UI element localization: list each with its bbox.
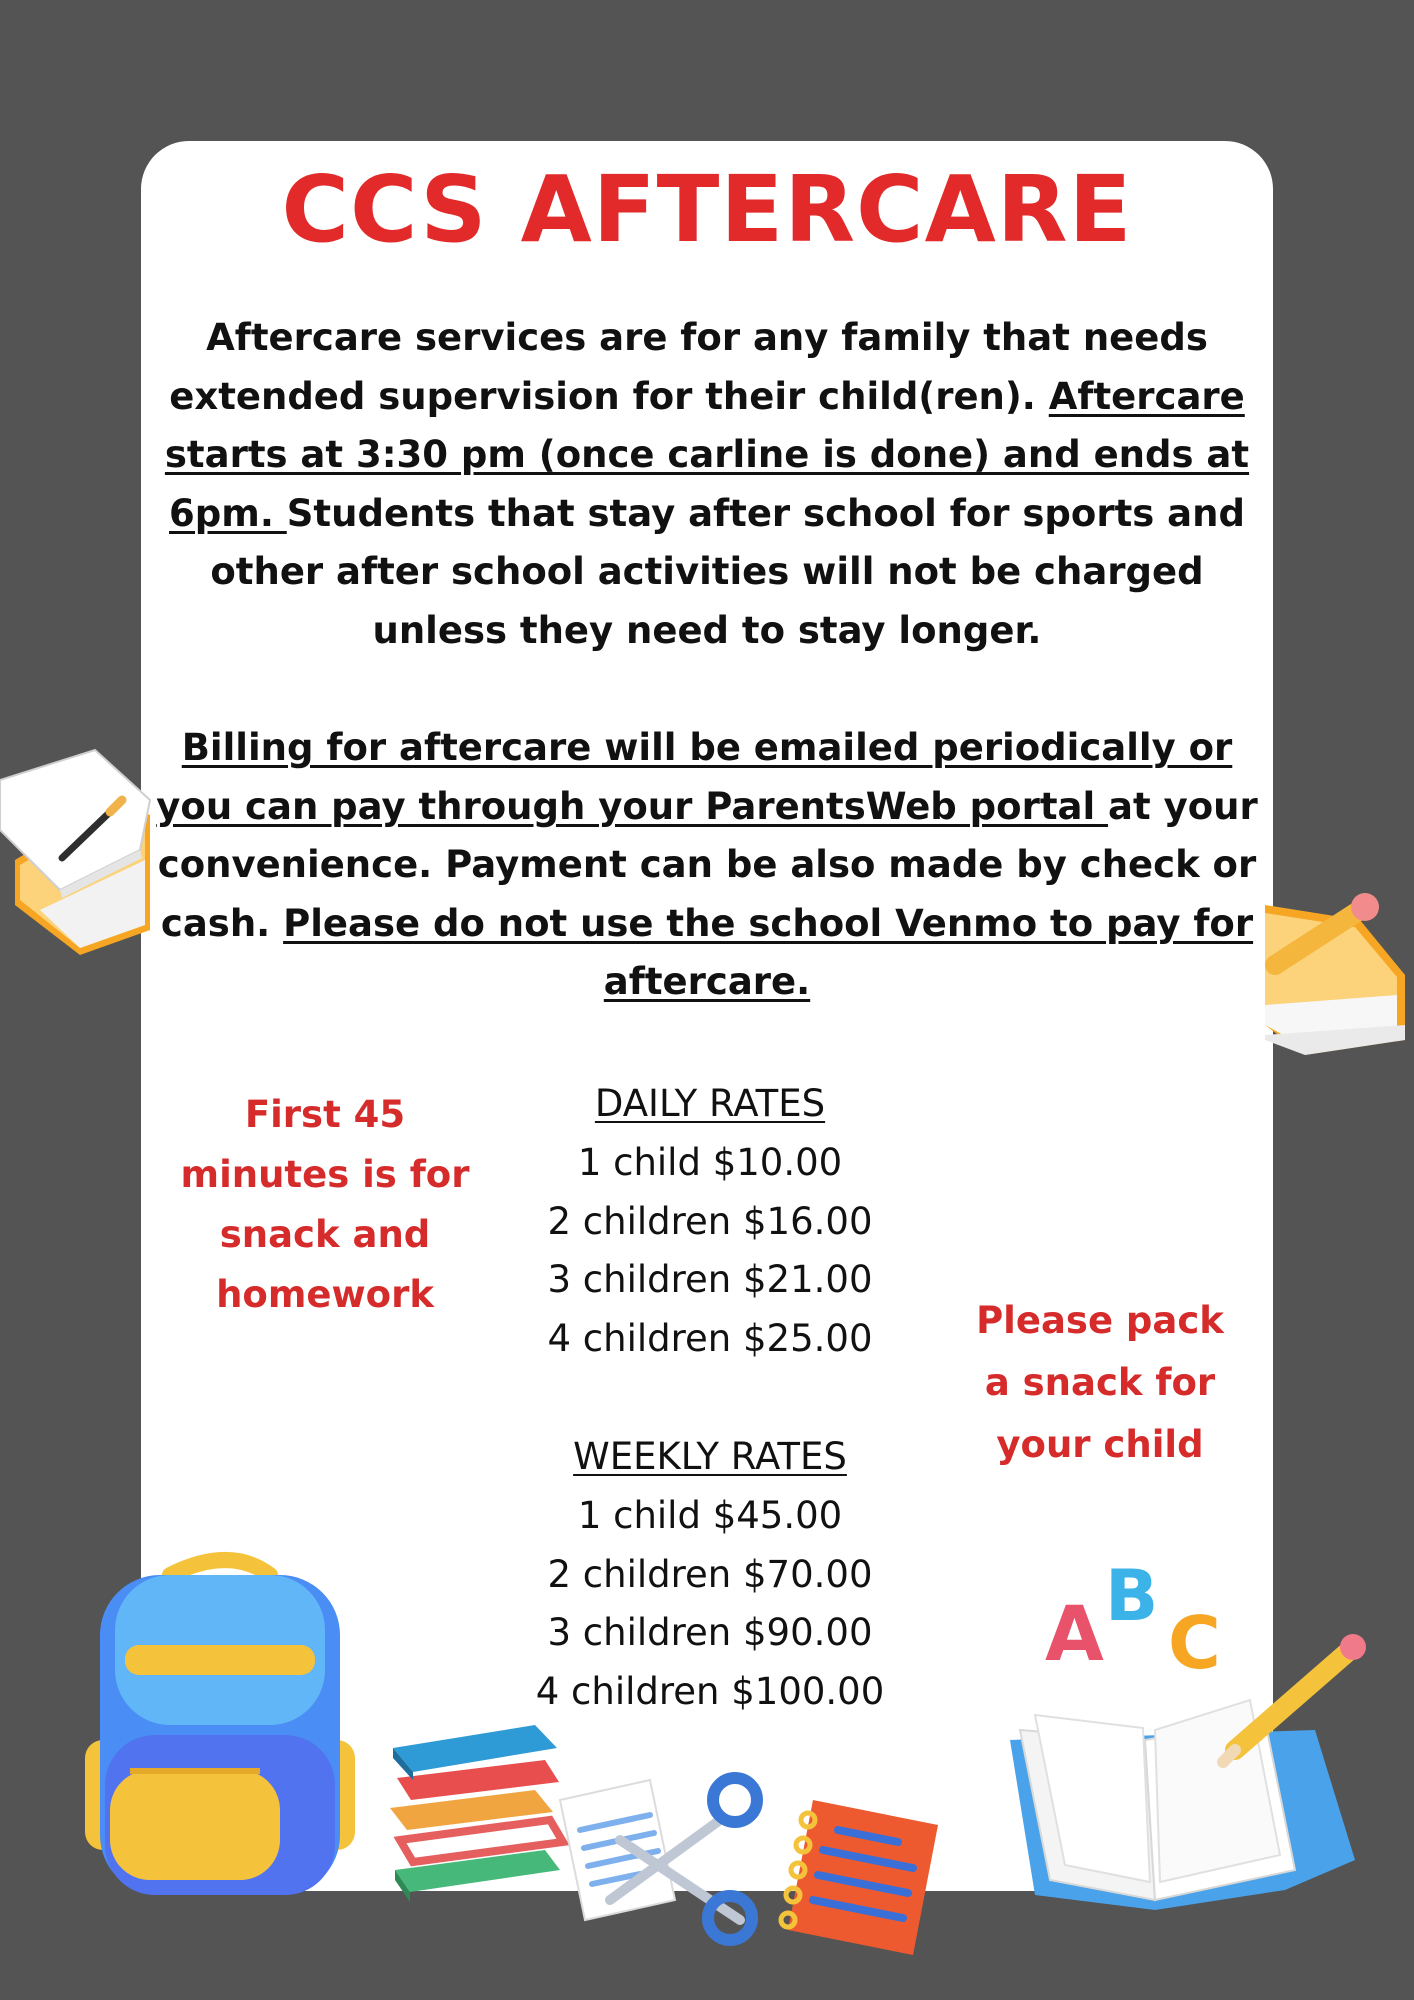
page-title: CCS AFTERCARE: [281, 156, 1133, 263]
rate-item: 2 children $16.00: [547, 1199, 873, 1243]
backpack-icon: [30, 1545, 390, 1905]
rate-item: 3 children $90.00: [547, 1611, 873, 1655]
letter-c: C: [1168, 1601, 1221, 1685]
venmo-warning: Please do not use the school Venmo to pay for aftercare.: [283, 901, 1254, 1004]
notebook-pen-icon: [0, 740, 150, 960]
note-line: snack and: [219, 1213, 431, 1256]
daily-rates: [500, 1075, 920, 1369]
rate-item: 1 child $45.00: [577, 1493, 843, 1537]
hours-text: Aftercare starts at 3:30 pm (once carline is done) and ends at 6pm.: [164, 374, 1250, 535]
weekly-rates-heading: WEEKLY RATES: [573, 1435, 847, 1478]
scissors-paper-icon: [540, 1760, 770, 1950]
rate-item: 1 child $10.00: [577, 1140, 843, 1184]
weekly-rates: [500, 1428, 920, 1722]
rate-item: 4 children $25.00: [547, 1317, 873, 1361]
note-line: a snack for: [984, 1361, 1216, 1404]
intro-text: Aftercare services are for any family that needs extended supervision for their child(ren).: [169, 316, 1208, 418]
note-line: your child: [996, 1423, 1204, 1466]
spiral-notebook-icon: [778, 1780, 958, 1960]
note-line: Please pack: [976, 1299, 1224, 1342]
rate-item: 3 children $21.00: [547, 1258, 873, 1302]
intro-paragraph: [150, 309, 1264, 661]
rate-item: 4 children $100.00: [535, 1670, 885, 1714]
snack-homework-note: [170, 1085, 480, 1325]
note-line: minutes is for: [180, 1153, 470, 1196]
note-line: homework: [216, 1273, 434, 1316]
book-pencil-icon: [1265, 865, 1414, 1065]
billing-text: Billing for aftercare will be emailed periodically or you can pay through your ParentsWeb portal: [156, 726, 1233, 828]
billing-paragraph: [150, 719, 1264, 1012]
letter-a: A: [1045, 1589, 1104, 1678]
rate-item: 2 children $70.00: [547, 1552, 873, 1596]
note-line: First 45: [244, 1093, 406, 1136]
daily-rates-heading: DAILY RATES: [594, 1082, 826, 1125]
open-book-pencil-icon: [995, 1620, 1375, 1920]
activities-text: Students that stay after school for sports and other after school activities will not be charged unless they need to stay longer.: [210, 491, 1245, 652]
pack-snack-note: [955, 1290, 1245, 1476]
payment-text: at your convenience. Payment can be also made by check or cash.: [157, 784, 1258, 945]
letter-b: B: [1105, 1555, 1159, 1637]
